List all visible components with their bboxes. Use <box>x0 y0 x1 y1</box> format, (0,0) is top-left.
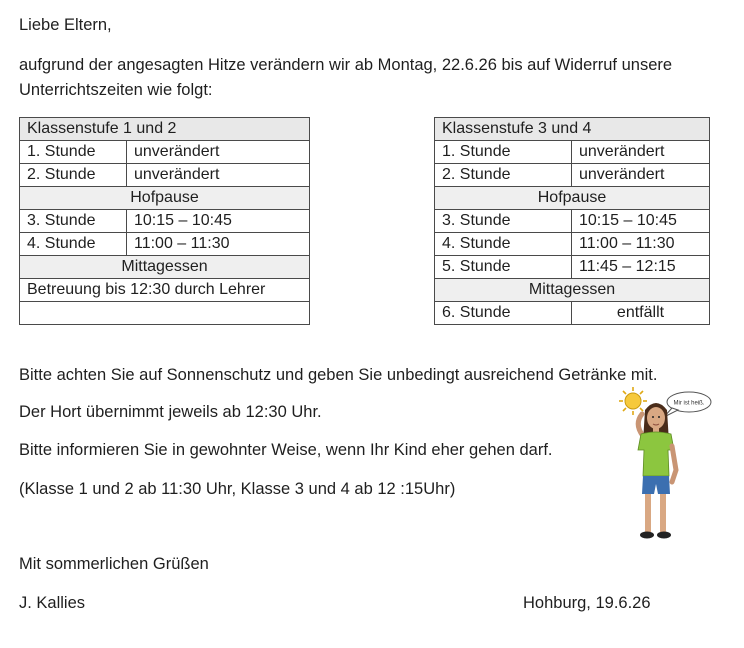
table-row <box>20 279 310 302</box>
lesson-time: 10:15 – 10:45 <box>127 210 310 233</box>
table-header-row <box>20 118 310 141</box>
lesson-time: unverändert <box>572 141 710 164</box>
lesson-time: 10:15 – 10:45 <box>572 210 710 233</box>
lesson-time: entfällt <box>572 302 710 325</box>
break-label: Hofpause <box>20 187 310 210</box>
break-label: Hofpause <box>435 187 710 210</box>
speech-bubble-text: Mir ist heiß. <box>673 400 705 407</box>
lesson-time: 11:00 – 11:30 <box>127 233 310 256</box>
lesson-label: 1. Stunde <box>20 141 127 164</box>
place-date: Hohburg, 19.6.26 <box>523 594 651 612</box>
table-row <box>435 141 710 164</box>
table-title: Klassenstufe 1 und 2 <box>20 118 310 141</box>
lesson-label: 2. Stunde <box>20 164 127 187</box>
table-row <box>20 302 310 325</box>
intro-line-2: Unterrichtszeiten wie folgt: <box>19 81 213 99</box>
lesson-label: 1. Stunde <box>435 141 572 164</box>
table-header-row <box>435 118 710 141</box>
table-row <box>435 164 710 187</box>
table-row <box>435 279 710 302</box>
signature: J. Kallies <box>19 594 86 612</box>
lesson-time: 11:00 – 11:30 <box>572 233 710 256</box>
note-inform: Bitte informieren Sie in gewohnter Weise, wenn Ihr Kind eher gehen darf. <box>19 441 553 459</box>
care-note: Betreuung bis 12:30 durch Lehrer <box>20 279 310 302</box>
break-label: Mittagessen <box>435 279 710 302</box>
table-title: Klassenstufe 3 und 4 <box>435 118 710 141</box>
lesson-time: unverändert <box>127 141 310 164</box>
note-pickup-times: (Klasse 1 und 2 ab 11:30 Uhr, Klasse 3 und 4 ab 12 :15Uhr) <box>19 480 456 498</box>
closing: Mit sommerlichen Grüßen <box>19 555 209 573</box>
lesson-label: 3. Stunde <box>20 210 127 233</box>
table-row <box>435 187 710 210</box>
schedule-table-grade-3-4 <box>434 117 710 325</box>
table-row <box>20 210 310 233</box>
sun-icon <box>619 387 647 415</box>
schedule-table-grade-1-2 <box>19 117 310 325</box>
table-row <box>20 187 310 210</box>
table-row <box>20 164 310 187</box>
lesson-label: 4. Stunde <box>435 233 572 256</box>
greeting: Liebe Eltern, <box>19 16 112 34</box>
intro-line-1: aufgrund der angesagten Hitze verändern wir ab Montag, 22.6.26 bis auf Widerruf unsere <box>19 56 673 74</box>
table-row <box>20 233 310 256</box>
lesson-label: 4. Stunde <box>20 233 127 256</box>
lesson-time: unverändert <box>127 164 310 187</box>
lesson-label: 2. Stunde <box>435 164 572 187</box>
empty-cell <box>20 302 310 325</box>
girl-in-heat-illustration <box>612 384 712 546</box>
speech-bubble <box>664 392 711 417</box>
table-row <box>435 233 710 256</box>
note-hort: Der Hort übernimmt jeweils ab 12:30 Uhr. <box>19 403 322 421</box>
table-row <box>435 256 710 279</box>
break-label: Mittagessen <box>20 256 310 279</box>
lesson-label: 5. Stunde <box>435 256 572 279</box>
table-row <box>20 141 310 164</box>
lesson-label: 3. Stunde <box>435 210 572 233</box>
table-row <box>20 256 310 279</box>
table-row <box>435 302 710 325</box>
lesson-label: 6. Stunde <box>435 302 572 325</box>
lesson-time: 11:45 – 12:15 <box>572 256 710 279</box>
note-sun-protection: Bitte achten Sie auf Sonnenschutz und geben Sie unbedingt ausreichend Getränke mit. <box>19 366 658 384</box>
lesson-time: unverändert <box>572 164 710 187</box>
table-row <box>435 210 710 233</box>
